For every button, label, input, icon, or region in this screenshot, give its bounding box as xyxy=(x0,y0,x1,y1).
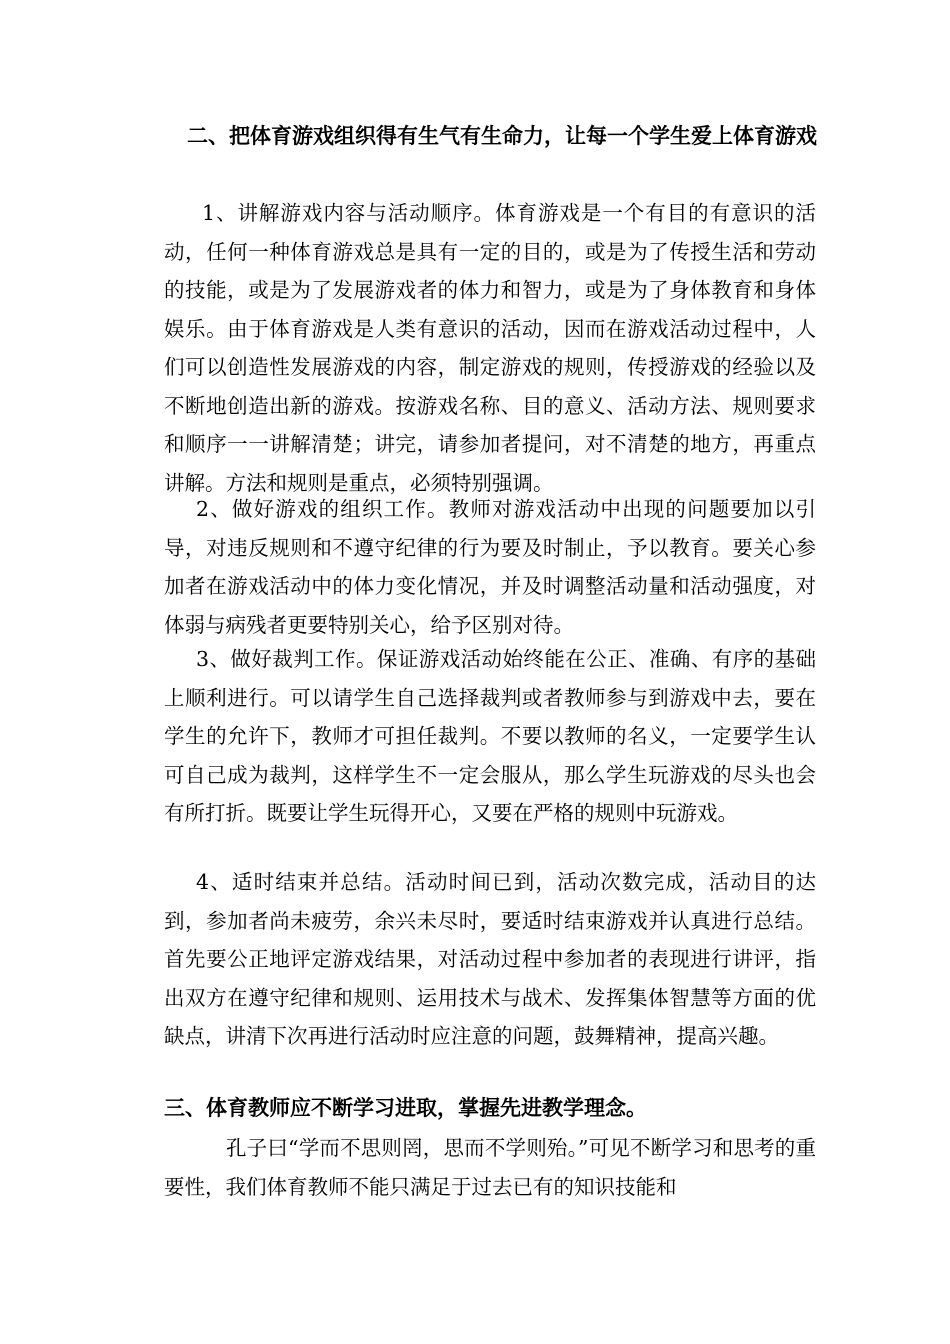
paragraph-5: 孔子曰“学而不思则罔，思而不学则殆。”可见不断学习和思考的重要性，我们体育教师不能只满足于过去已有的知识技能和 xyxy=(164,1136,816,1199)
paragraph-2: 2、做好游戏的组织工作。教师对游戏活动中出现的问题要加以引导，对违反规则和不遵守纪律的行为要及时制止，予以教育。要关心参加者在游戏活动中的体力变化情况，并及时调整活动量和活动强度，对体弱与病残者更要特别关心，给予区别对待。 xyxy=(164,497,816,637)
paragraph-1: 1、讲解游戏内容与活动顺序。体育游戏是一个有目的有意识的活动，任何一种体育游戏总是具有一定的目的，或是为了传授生活和劳动的技能，或是为了发展游戏者的体力和智力，或是为了身体教育和身体娱乐。由于体育游戏是人类有意识的活动，因而在游戏活动过程中，人们可以创造性发展游戏的内容，制定游戏的规则，传授游戏的经验以及不断地创造出新的游戏。按游戏名称、目的意义、活动方法、规则要求和顺序一一讲解清楚；讲完，请参加者提问，对不清楚的地方，再重点讲解。方法和规则是重点，必须特别强调。 xyxy=(164,201,816,495)
section-heading-3: 三、体育教师应不断学习进取，掌握先进教学理念。 xyxy=(164,1096,647,1120)
paragraph-3: 3、做好裁判工作。保证游戏活动始终能在公正、准确、有序的基础上顺利进行。可以请学生自己选择裁判或者教师参与到游戏中去，要在学生的允许下，教师才可担任裁判。不要以教师的名义，一定要学生认可自己成为裁判，这样学生不一定会服从，那么学生玩游戏的尽头也会有所打折。既要让学生玩得开心，又要在严格的规则中玩游戏。 xyxy=(164,647,816,825)
section-heading-2: 二、把体育游戏组织得有生气有生命力，让每一个学生爱上体育游戏 xyxy=(187,124,817,148)
paragraph-4: 4、适时结束并总结。活动时间已到，活动次数完成，活动目的达到，参加者尚未疲劳，余兴未尽时，要适时结束游戏并认真进行总结。首先要公正地评定游戏结果，对活动过程中参加者的表现进行讲评，指出双方在遵守纪律和规则、运用技术与战术、发挥集体智慧等方面的优缺点，讲清下次再进行活动时应注意的问题，鼓舞精神，提高兴趣。 xyxy=(164,870,816,1048)
